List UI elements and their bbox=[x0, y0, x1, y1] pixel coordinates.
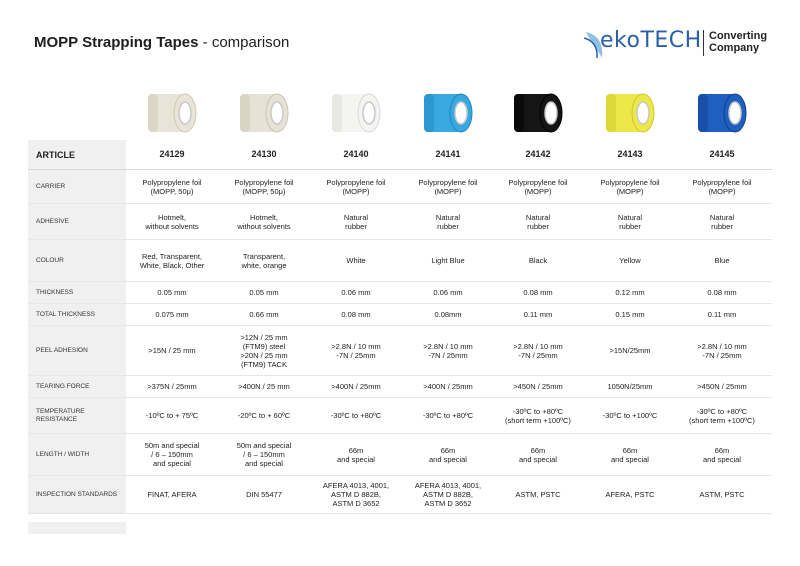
table-cell: -30ºC to +80ºC (short term +100ºC) bbox=[505, 406, 571, 425]
table-cell: Yellow bbox=[619, 256, 641, 265]
table-cell: Natural rubber bbox=[343, 212, 369, 231]
table-cell: Hotmelt, without solvents bbox=[145, 212, 199, 231]
article-number: 24145 bbox=[709, 149, 735, 159]
row-label: THICKNESS bbox=[28, 282, 126, 303]
table-cell: 0.66 mm bbox=[249, 310, 279, 319]
table-cell: >15N / 25 mm bbox=[148, 346, 196, 355]
tape-roll-image-24130 bbox=[235, 84, 293, 142]
row-label: TOTAL THICKNESS bbox=[28, 304, 126, 325]
table-cell: Polypropylene foil (MOPP) bbox=[692, 177, 752, 196]
tape-roll-image-24129 bbox=[143, 84, 201, 142]
table-cell: >2.8N / 10 mm -7N / 25mm bbox=[697, 341, 747, 360]
table-cell: >12N / 25 mm (FTM9) steel >20N / 25 mm (FTM9) TACK bbox=[240, 332, 288, 369]
table-row bbox=[28, 326, 772, 376]
table-cell: Polypropylene foil (MOPP) bbox=[326, 177, 386, 196]
row-label: CARRIER bbox=[28, 170, 126, 203]
table-cell: 1050N/25mm bbox=[607, 382, 653, 391]
table-cell: 0.05 mm bbox=[249, 288, 279, 297]
company-logo bbox=[582, 24, 772, 64]
table-cell: -30ºC to +80ºC bbox=[422, 411, 474, 420]
article-number: 24129 bbox=[159, 149, 185, 159]
table-cell: -20ºC to + 60ºC bbox=[237, 411, 291, 420]
tape-roll-image-24143 bbox=[601, 84, 659, 142]
table-cell: 0.06 mm bbox=[341, 288, 371, 297]
table-cell: 50m and special / 6 – 150mm and special bbox=[144, 441, 200, 468]
table-cell: AFERA 4013, 4001, ASTM D 882B, ASTM D 3652 bbox=[414, 481, 482, 508]
tape-roll-images bbox=[0, 84, 800, 142]
table-cell: Polypropylene foil (MOPP) bbox=[508, 177, 568, 196]
article-number: 24141 bbox=[435, 149, 461, 159]
table-cell: >400N / 25mm bbox=[423, 382, 473, 391]
table-cell: Light Blue bbox=[431, 256, 465, 265]
table-cell: -30ºC to +100ºC bbox=[602, 411, 658, 420]
label-column-footer bbox=[28, 522, 126, 534]
table-cell: Natural rubber bbox=[525, 212, 551, 231]
table-cell: DIN 55477 bbox=[246, 490, 282, 499]
table-cell: 66m and special bbox=[519, 445, 557, 464]
table-cell: 0.06 mm bbox=[433, 288, 463, 297]
row-label: LENGTH / WIDTH bbox=[28, 434, 126, 475]
table-cell: >400N / 25 mm bbox=[238, 382, 290, 391]
table-row bbox=[28, 204, 772, 240]
table-row bbox=[28, 376, 772, 398]
tape-roll-image-24145 bbox=[693, 84, 751, 142]
row-label: INSPECTION STANDARDS bbox=[28, 476, 126, 513]
table-cell: -10ºC to + 75ºC bbox=[145, 411, 199, 420]
table-cell: Polypropylene foil (MOPP) bbox=[600, 177, 660, 196]
article-number: 24142 bbox=[525, 149, 551, 159]
article-header-label: ARTICLE bbox=[28, 140, 126, 169]
table-cell: 0.15 mm bbox=[615, 310, 645, 319]
table-cell: 66m and special bbox=[703, 445, 741, 464]
table-cell: >450N / 25mm bbox=[513, 382, 563, 391]
table-row bbox=[28, 476, 772, 514]
table-cell: >2.8N / 10 mm -7N / 25mm bbox=[331, 341, 381, 360]
table-cell: 0.075 mm bbox=[155, 310, 189, 319]
table-cell: 66m and special bbox=[337, 445, 375, 464]
table-cell: 0.11 mm bbox=[707, 310, 737, 319]
table-cell: 0.12 mm bbox=[615, 288, 645, 297]
tape-roll-image-24142 bbox=[509, 84, 567, 142]
table-cell: ASTM, PSTC bbox=[515, 490, 561, 499]
table-cell: 66m and special bbox=[611, 445, 649, 464]
table-cell: Hotmelt, without solvents bbox=[237, 212, 291, 231]
table-row bbox=[28, 434, 772, 476]
table-cell: Polypropylene foil (MOPP, 50μ) bbox=[142, 177, 202, 196]
table-cell: Blue bbox=[714, 256, 730, 265]
table-cell: Polypropylene foil (MOPP) bbox=[418, 177, 478, 196]
table-row bbox=[28, 170, 772, 204]
table-cell: 66m and special bbox=[429, 445, 467, 464]
table-cell: 0.08mm bbox=[434, 310, 462, 319]
table-cell: Natural rubber bbox=[709, 212, 735, 231]
table-cell: 0.11 mm bbox=[523, 310, 553, 319]
table-cell: Natural rubber bbox=[435, 212, 461, 231]
table-cell: >15N/25mm bbox=[609, 346, 651, 355]
table-row bbox=[28, 282, 772, 304]
table-cell: Red, Transparent, White, Black, Other bbox=[139, 251, 205, 270]
row-label: PEEL ADHESION bbox=[28, 326, 126, 375]
table-cell: >2.8N / 10 mm -7N / 25mm bbox=[513, 341, 563, 360]
table-cell: Black bbox=[528, 256, 548, 265]
table-row bbox=[28, 240, 772, 282]
table-row bbox=[28, 398, 772, 434]
article-number: 24140 bbox=[343, 149, 369, 159]
article-number: 24143 bbox=[617, 149, 643, 159]
table-cell: 0.08 mm bbox=[523, 288, 553, 297]
logo-tagline-line2: Company bbox=[709, 42, 760, 54]
table-cell: >375N / 25mm bbox=[147, 382, 197, 391]
tape-roll-image-24141 bbox=[419, 84, 477, 142]
table-cell: >2.8N / 10 mm -7N / 25mm bbox=[423, 341, 473, 360]
article-number: 24130 bbox=[251, 149, 277, 159]
table-row bbox=[28, 304, 772, 326]
table-cell: 50m and special / 6 – 150mm and special bbox=[236, 441, 292, 468]
table-cell: 0.08 mm bbox=[341, 310, 371, 319]
table-cell: Polypropylene foil (MOPP, 50μ) bbox=[234, 177, 294, 196]
logo-tagline bbox=[709, 30, 767, 54]
table-cell: Transparent, white, orange bbox=[241, 251, 287, 270]
table-cell: White bbox=[346, 256, 366, 265]
logo-divider bbox=[703, 30, 704, 56]
table-cell: Natural rubber bbox=[617, 212, 643, 231]
table-cell: -30ºC to +80ºC (short term +100ºC) bbox=[689, 406, 755, 425]
title-subtitle: - comparison bbox=[198, 34, 290, 51]
row-label: TEARING FORCE bbox=[28, 376, 126, 397]
table-cell: 0.08 mm bbox=[707, 288, 737, 297]
row-label: COLOUR bbox=[28, 240, 126, 281]
logo-tagline-line1: Converting bbox=[709, 30, 768, 42]
table-cell: AFERA, PSTC bbox=[605, 490, 655, 499]
page-title bbox=[34, 34, 289, 51]
table-cell: FINAT, AFERA bbox=[147, 490, 197, 499]
table-cell: >400N / 25mm bbox=[331, 382, 381, 391]
row-label: TEMPERATURE RESISTANCE bbox=[28, 398, 126, 433]
table-header-row bbox=[28, 140, 772, 170]
table-cell: >450N / 25mm bbox=[697, 382, 747, 391]
row-label: ADHESIVE bbox=[28, 204, 126, 239]
tape-roll-image-24140 bbox=[327, 84, 385, 142]
table-cell: 0.05 mm bbox=[157, 288, 187, 297]
title-bold: MOPP Strapping Tapes bbox=[34, 34, 199, 51]
table-cell: AFERA 4013, 4001, ASTM D 882B, ASTM D 3652 bbox=[322, 481, 390, 508]
logo-brand: ekoTECH bbox=[600, 28, 702, 53]
table-cell: ASTM, PSTC bbox=[699, 490, 745, 499]
table-cell: -30ºC to +80ºC bbox=[330, 411, 382, 420]
